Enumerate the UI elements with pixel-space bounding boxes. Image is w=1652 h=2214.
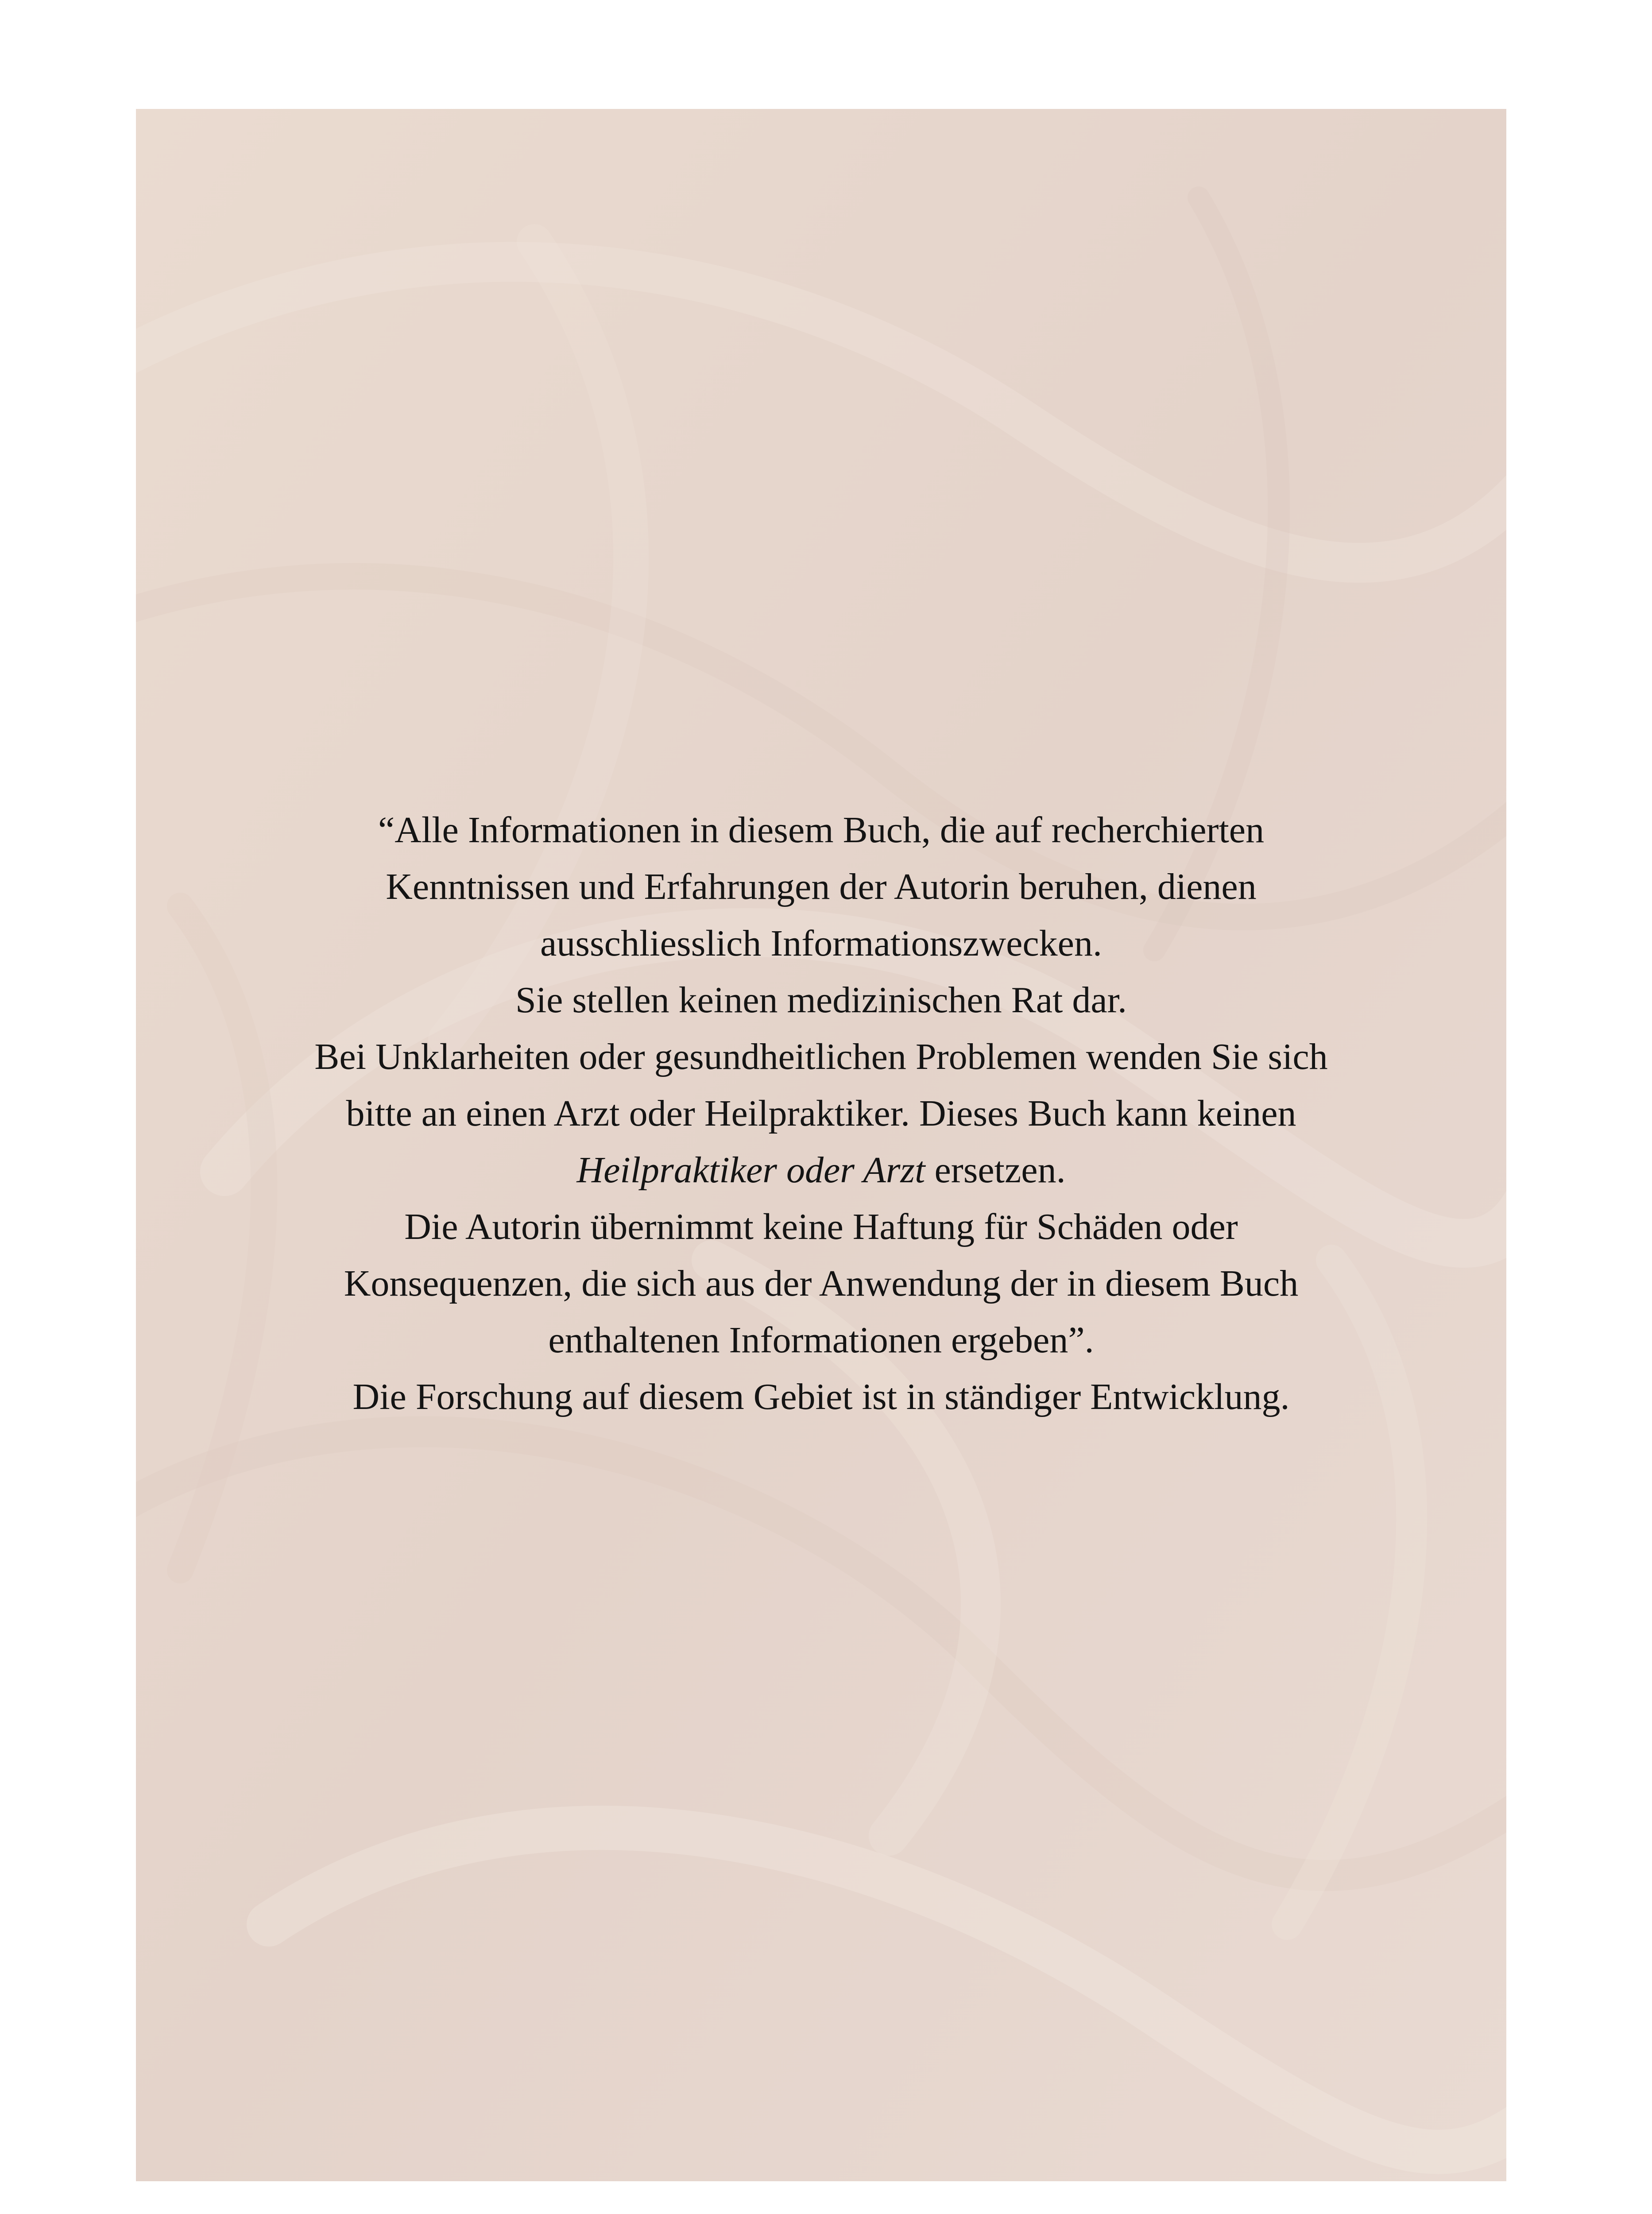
disclaimer-line-9: Konsequenzen, die sich aus der Anwendung der in diesem Buch: [344, 1263, 1299, 1304]
disclaimer-line-2: Kenntnissen und Erfahrungen der Autorin beruhen, dienen: [386, 866, 1257, 907]
disclaimer-italic-phrase: Heilpraktiker oder Arzt: [576, 1150, 925, 1191]
disclaimer-text: [136, 802, 1506, 1425]
disclaimer-line-10: enthaltenen Informationen ergeben”.: [548, 1320, 1094, 1361]
disclaimer-line-11: Die Forschung auf diesem Gebiet ist in ständiger Entwicklung.: [352, 1376, 1290, 1417]
disclaimer-line-3: ausschliesslich Informationszwecken.: [540, 923, 1102, 964]
disclaimer-line-8: Die Autorin übernimmt keine Haftung für Schäden oder: [404, 1206, 1238, 1247]
disclaimer-line-7-rest: ersetzen.: [925, 1150, 1066, 1191]
disclaimer-line-4: Sie stellen keinen medizinischen Rat dar.: [515, 979, 1127, 1021]
disclaimer-line-5: Bei Unklarheiten oder gesundheitlichen Problemen wenden Sie sich: [314, 1036, 1328, 1077]
disclaimer-line-1: “Alle Informationen in diesem Buch, die auf recherchierten: [378, 809, 1265, 851]
disclaimer-line-6: bitte an einen Arzt oder Heilpraktiker. Dieses Buch kann keinen: [346, 1093, 1296, 1134]
disclaimer-line-7: [136, 1142, 1506, 1199]
textured-page: [136, 109, 1506, 2181]
